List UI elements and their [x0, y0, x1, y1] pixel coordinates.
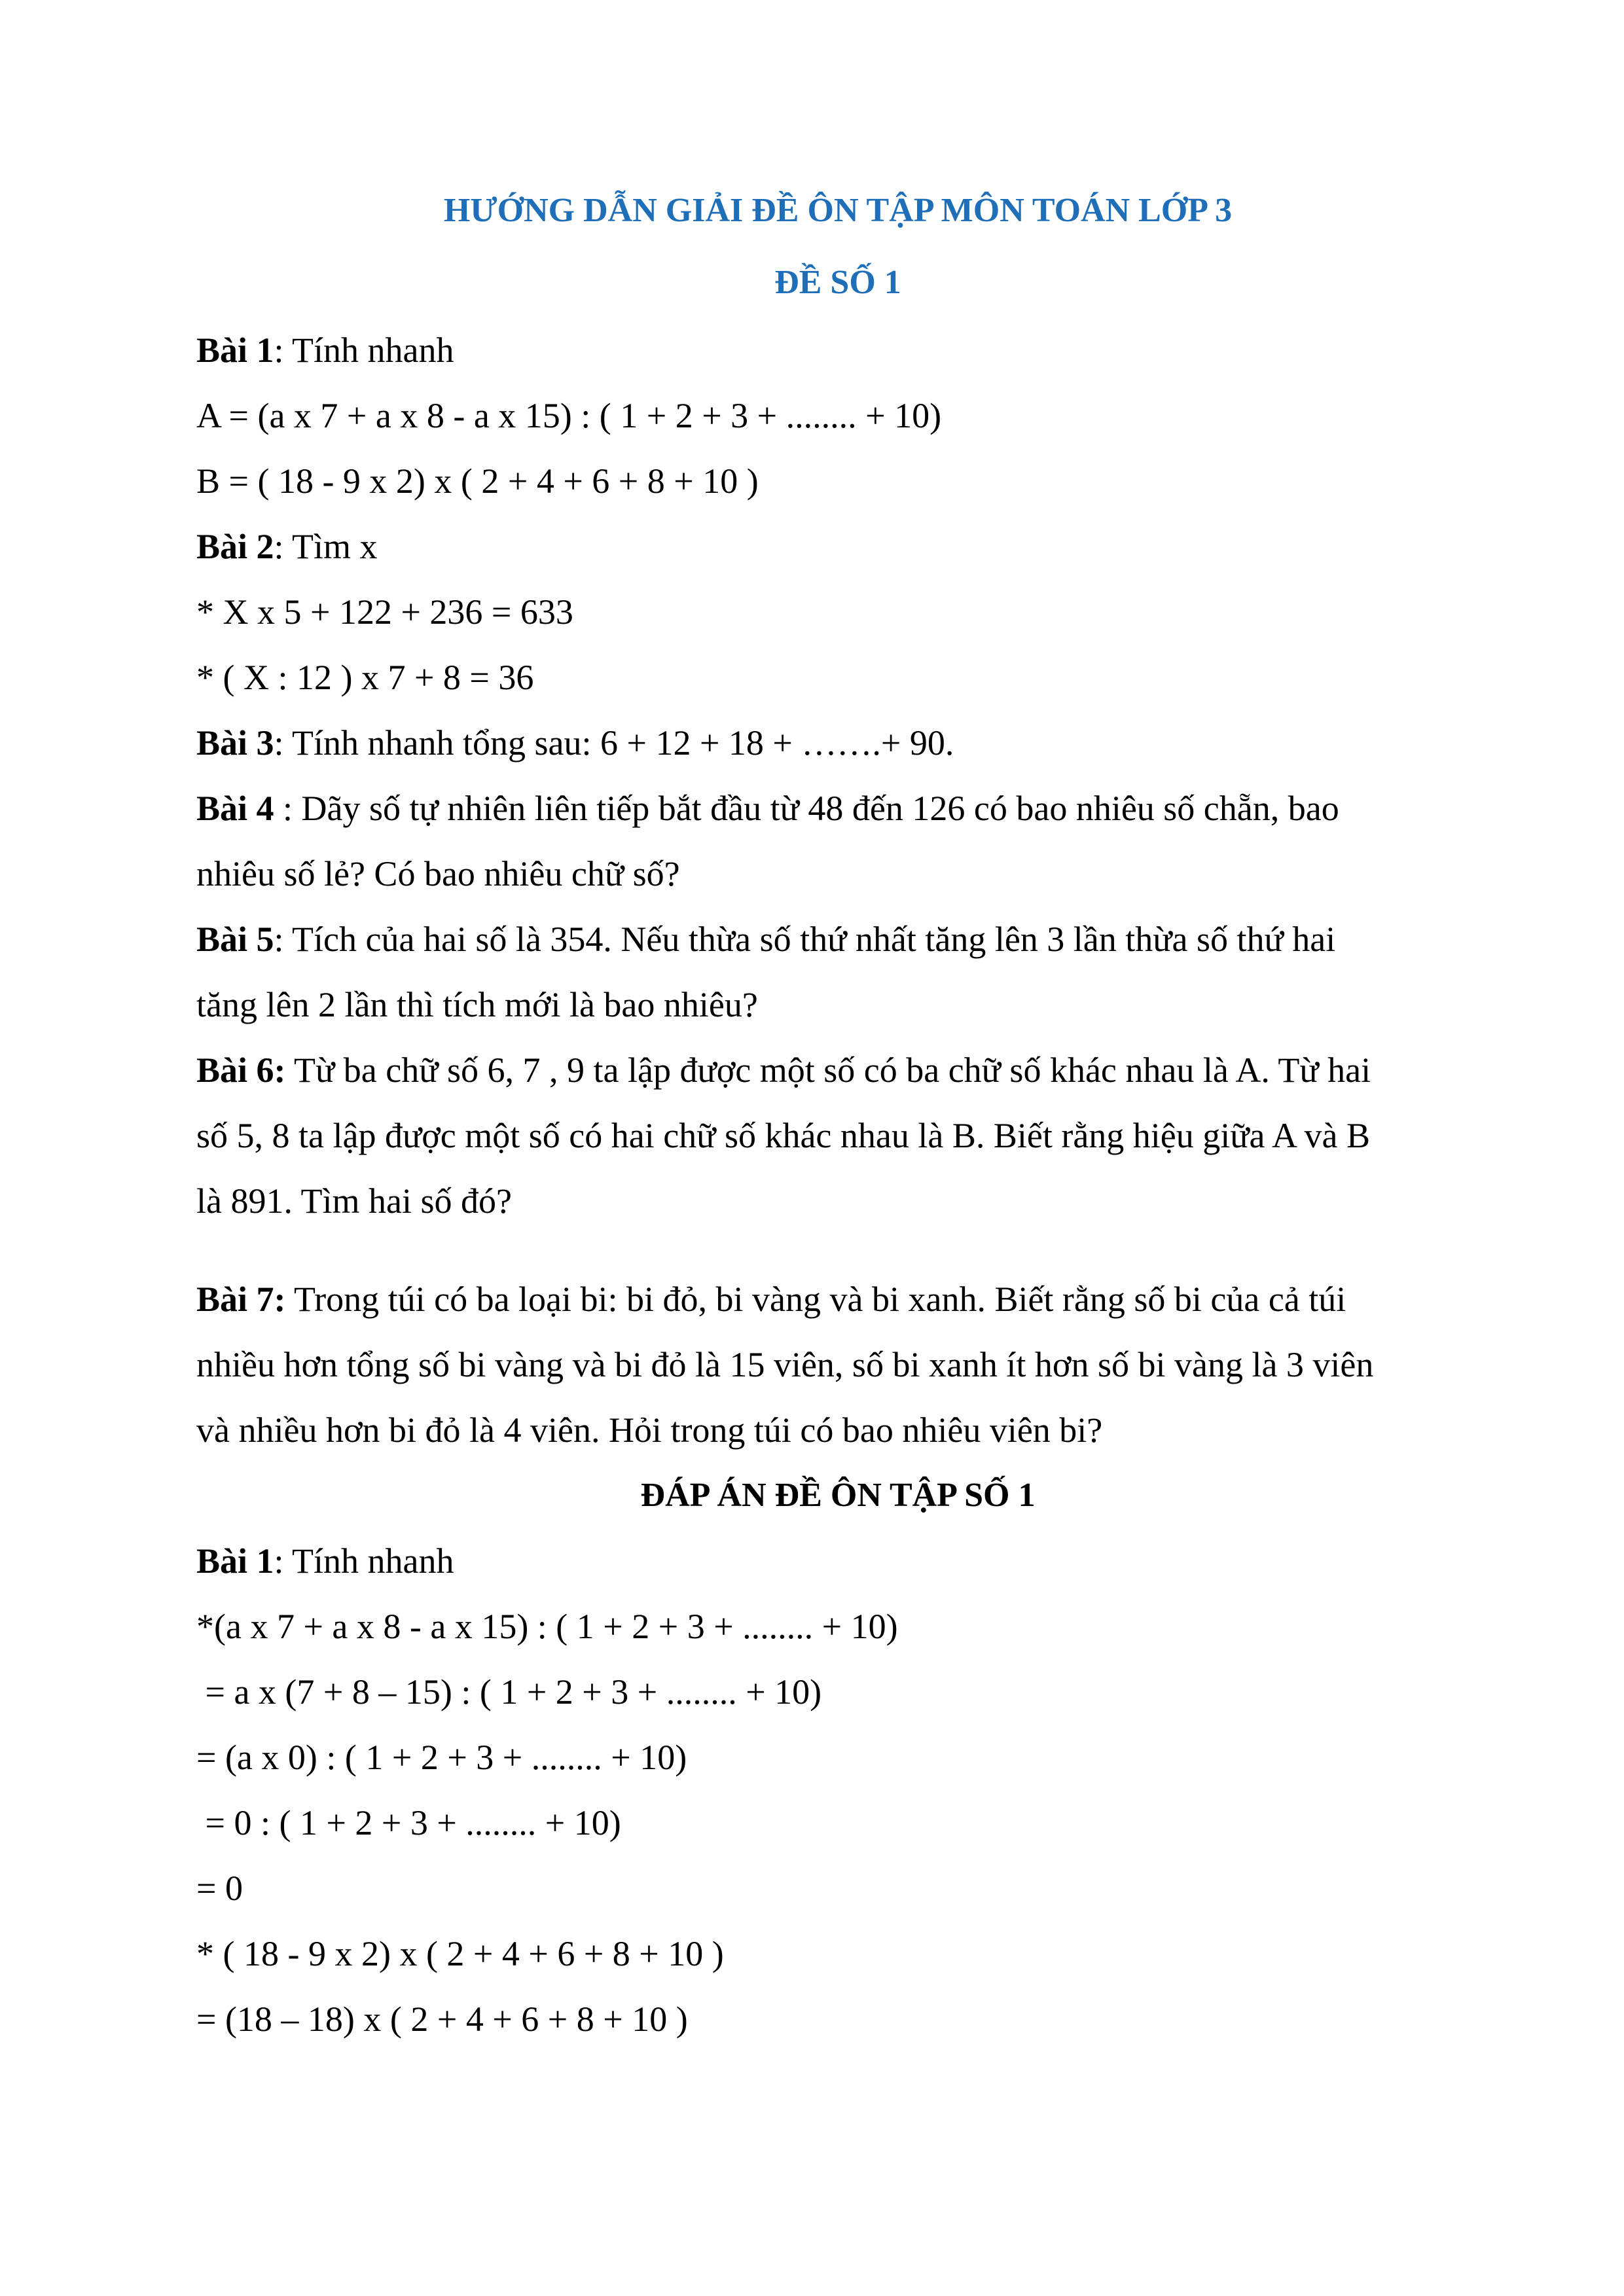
- document-subtitle: ĐỀ SỐ 1: [774, 264, 901, 301]
- exercise-4-text-1: : Dãy số tự nhiên liên tiếp bắt đầu từ 48 đến 126 có bao nhiêu số chẵn, bao: [274, 789, 1339, 828]
- answer-1-step: * ( 18 - 9 x 2) x ( 2 + 4 + 6 + 8 + 10 ): [196, 1934, 724, 1973]
- exercise-5-label: Bài 5: [196, 920, 274, 959]
- exercise-3-label: Bài 3: [196, 723, 274, 762]
- exercise-5-line-1: [196, 920, 1479, 959]
- answer-section-title: ĐÁP ÁN ĐỀ ÔN TẬP SỐ 1: [640, 1477, 1036, 1514]
- answer-1-step: = (a x 0) : ( 1 + 2 + 3 + ........ + 10): [196, 1738, 687, 1777]
- exercise-3: [196, 723, 1479, 762]
- exercise-7-text-1: Trong túi có ba loại bi: bi đỏ, bi vàng và bi xanh. Biết rằng số bi của cả túi: [285, 1280, 1346, 1319]
- answer-1-step: = 0 : ( 1 + 2 + 3 + ........ + 10): [196, 1803, 621, 1842]
- exercise-5-line-2: tăng lên 2 lần thì tích mới là bao nhiêu?: [196, 985, 758, 1024]
- exercise-4-line-1: [196, 789, 1479, 828]
- exercise-2-equation-2: * ( X : 12 ) x 7 + 8 = 36: [196, 658, 534, 697]
- exercise-2-equation-1: * X x 5 + 122 + 236 = 633: [196, 592, 573, 632]
- answer-1-label: Bài 1: [196, 1541, 274, 1581]
- exercise-1-text: : Tính nhanh: [274, 331, 454, 370]
- exercise-7-line-1: [196, 1280, 1479, 1319]
- exercise-7-line-2: nhiều hơn tổng số bi vàng và bi đỏ là 15 viên, số bi xanh ít hơn số bi vàng là 3 viên: [196, 1345, 1374, 1384]
- exercise-2-heading: [196, 527, 1479, 566]
- document-page: [196, 0, 1479, 2296]
- exercise-7-line-3: và nhiều hơn bi đỏ là 4 viên. Hỏi trong túi có bao nhiêu viên bi?: [196, 1410, 1103, 1450]
- exercise-7-label: Bài 7:: [196, 1280, 286, 1319]
- exercise-6-line-2: số 5, 8 ta lập được một số có hai chữ số khác nhau là B. Biết rằng hiệu giữa A và B: [196, 1116, 1371, 1155]
- answer-1-step: *(a x 7 + a x 8 - a x 15) : ( 1 + 2 + 3 + ........ + 10): [196, 1607, 898, 1646]
- exercise-6-line-1: [196, 1050, 1479, 1090]
- exercise-4-label: Bài 4: [196, 789, 274, 828]
- exercise-6-line-3: là 891. Tìm hai số đó?: [196, 1181, 512, 1221]
- exercise-2-text: : Tìm x: [274, 527, 378, 566]
- exercise-1-expression-b: B = ( 18 - 9 x 2) x ( 2 + 4 + 6 + 8 + 10 ): [196, 461, 759, 501]
- exercise-2-label: Bài 2: [196, 527, 274, 566]
- exercise-6-text-1: Từ ba chữ số 6, 7 , 9 ta lập được một số có ba chữ số khác nhau là A. Từ hai: [285, 1050, 1371, 1090]
- document-title: HƯỚNG DẪN GIẢI ĐỀ ÔN TẬP MÔN TOÁN LỚP 3: [443, 192, 1233, 229]
- answer-1-step: = 0: [196, 1869, 243, 1908]
- exercise-1-expression-a: A = (a x 7 + a x 8 - a x 15) : ( 1 + 2 + 3 + ........ + 10): [196, 396, 942, 435]
- exercise-4-line-2: nhiêu số lẻ? Có bao nhiêu chữ số?: [196, 854, 680, 893]
- exercise-5-text-1: : Tích của hai số là 354. Nếu thừa số thứ nhất tăng lên 3 lần thừa số thứ hai: [274, 920, 1336, 959]
- answer-1-text: : Tính nhanh: [274, 1541, 454, 1581]
- answer-1-heading: [196, 1541, 1479, 1581]
- answer-1-step: = (18 – 18) x ( 2 + 4 + 6 + 8 + 10 ): [196, 2000, 688, 2039]
- exercise-3-text: : Tính nhanh tổng sau: 6 + 12 + 18 + …….+ 90.: [274, 723, 954, 762]
- exercise-1-heading: [196, 331, 1479, 370]
- exercise-1-label: Bài 1: [196, 331, 274, 370]
- answer-1-step: = a x (7 + 8 – 15) : ( 1 + 2 + 3 + ........ + 10): [196, 1672, 822, 1712]
- exercise-6-label: Bài 6:: [196, 1050, 286, 1090]
